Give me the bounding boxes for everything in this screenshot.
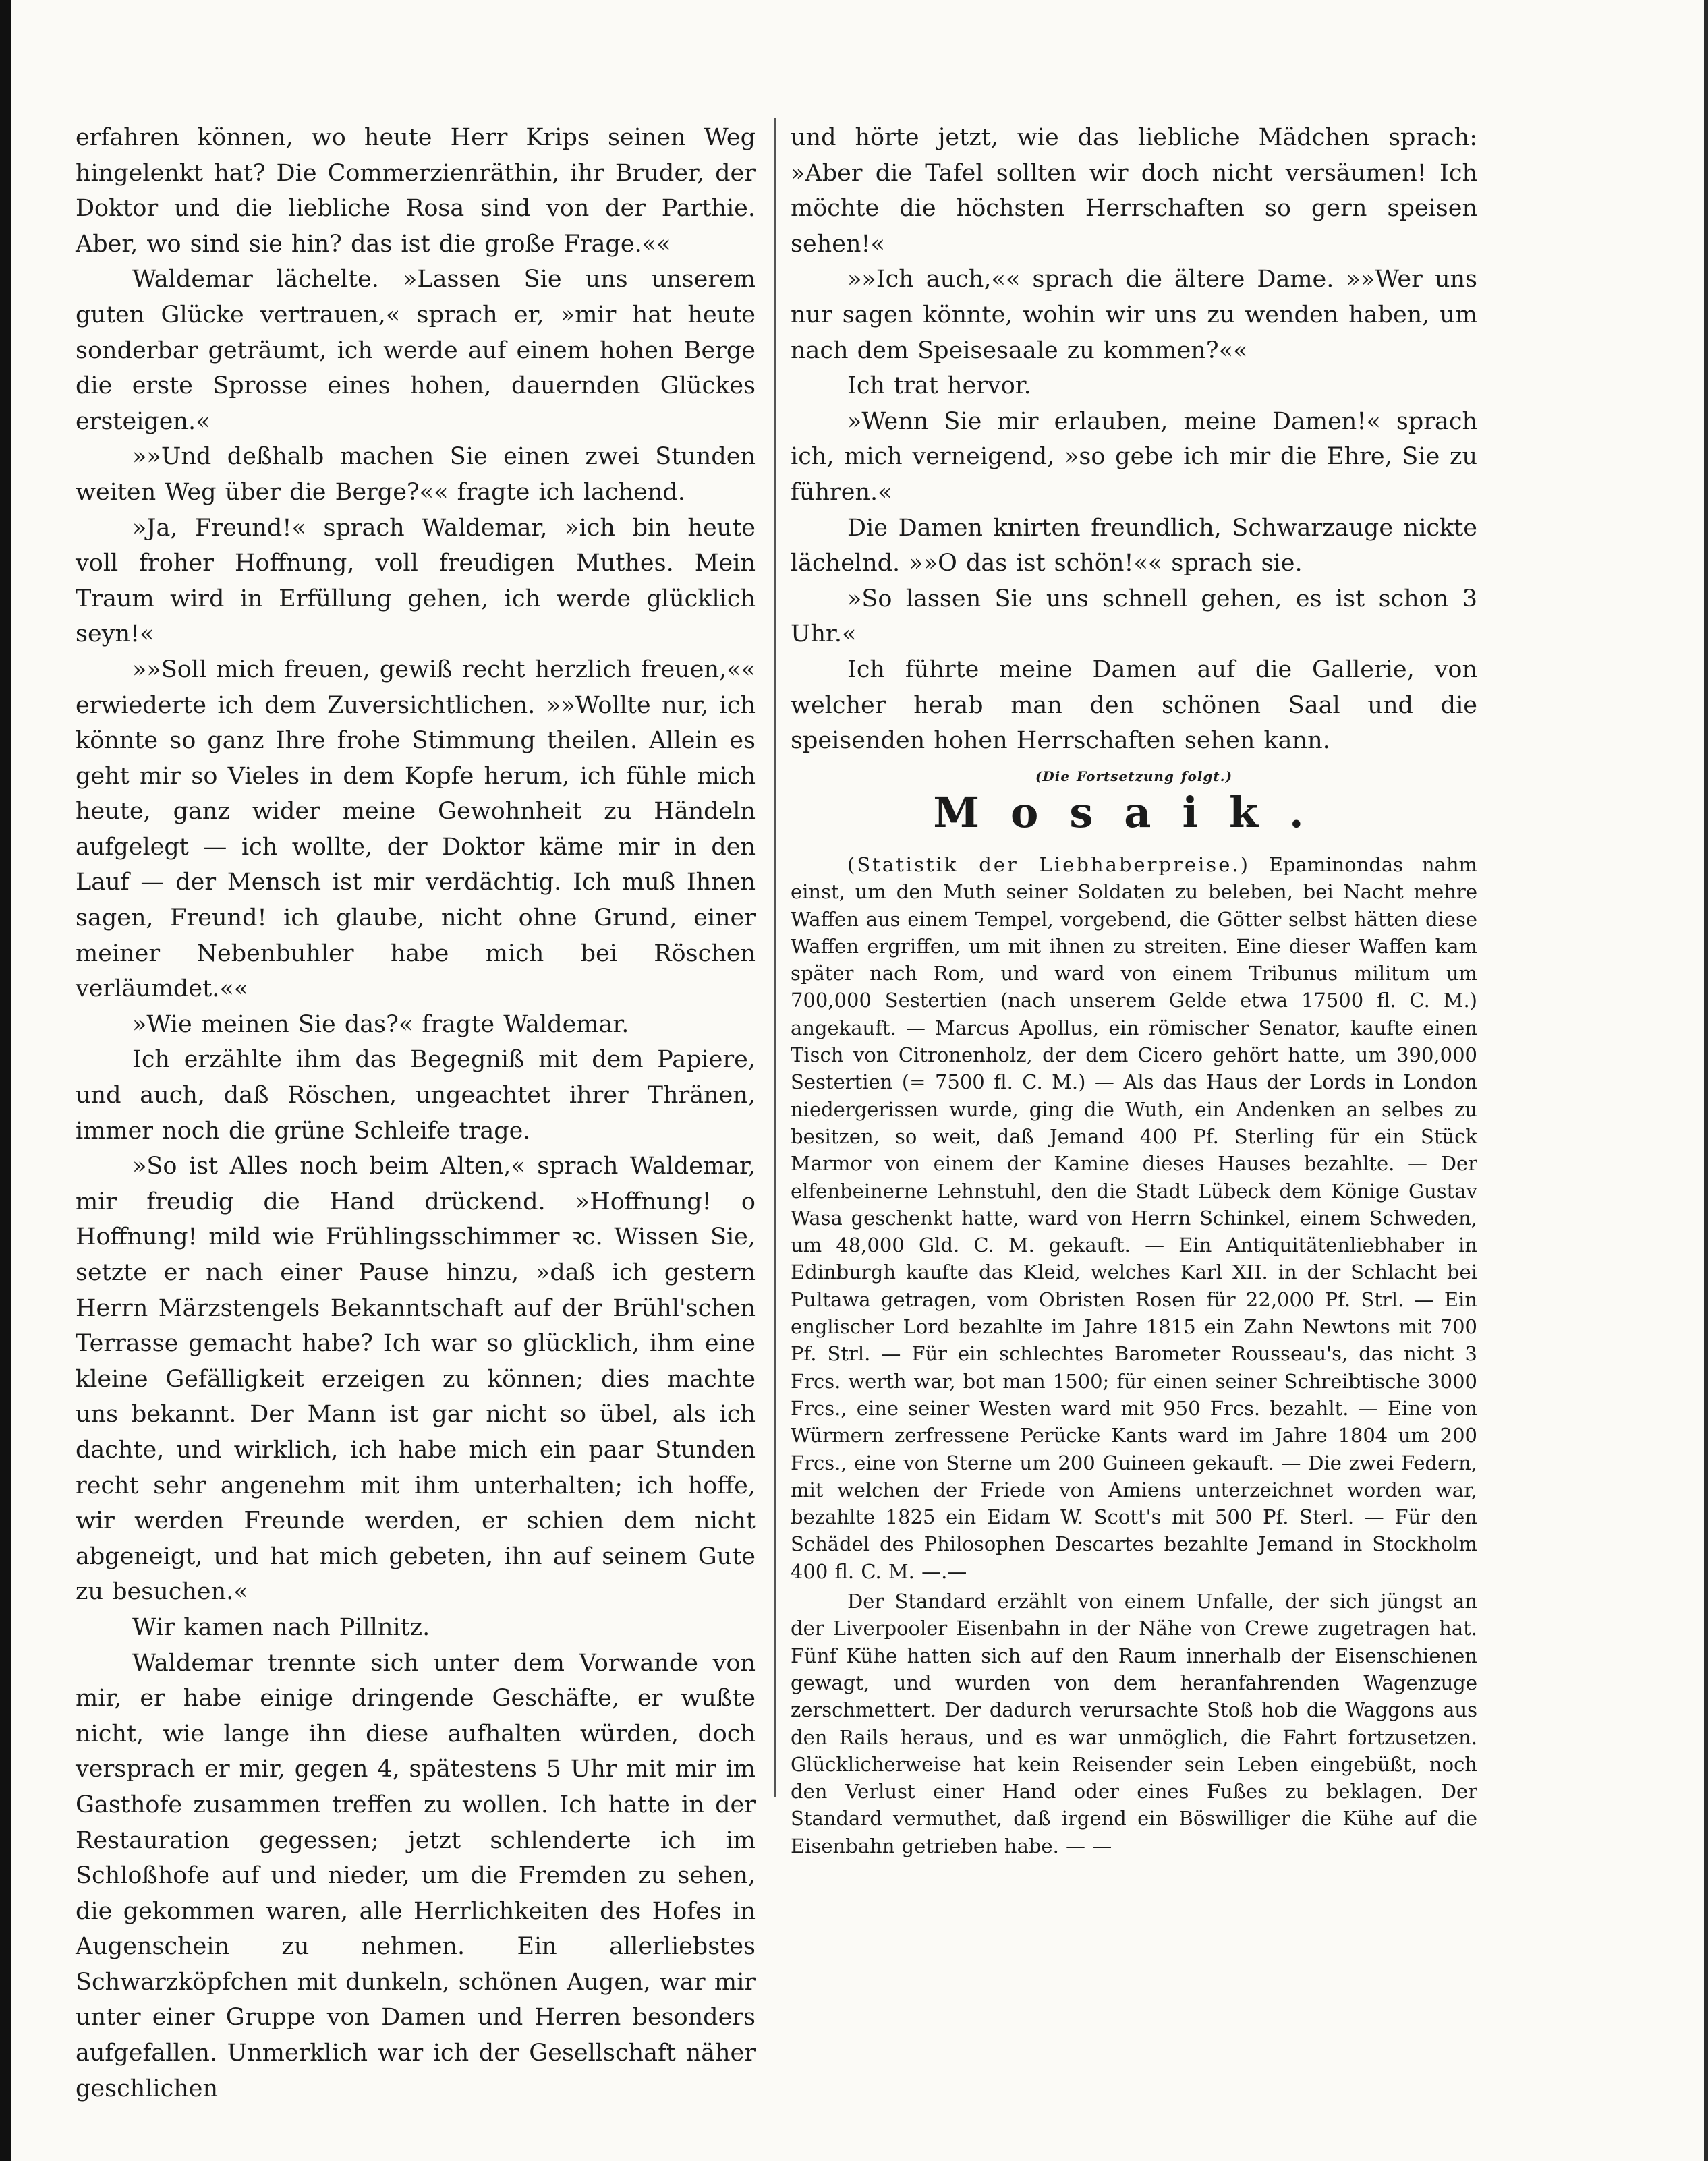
paragraph: »Wenn Sie mir erlauben, meine Damen!« sprach ich, mich verneigend, »so gebe ich mir die Ehre, Sie zu führen.«: [791, 407, 1477, 506]
paragraph: Wir kamen nach Pillnitz.: [132, 1613, 430, 1641]
mosaik-section: [791, 851, 1477, 1860]
paragraph: Waldemar lächelte. »Lassen Sie uns unserem guten Glücke vertrauen,« sprach er, »mir hat heute sonderbar geträumt, ich werde auf einem hohen Berge die erste Sprosse eines hohen, dauernden Glückes ersteigen.«: [76, 266, 756, 435]
paragraph: »Ja, Freund!« sprach Waldemar, »ich bin heute voll froher Hoffnung, voll freudigen Muthes. Mein Traum wird in Erfüllung gehen, ich werde glücklich seyn!«: [76, 514, 756, 648]
paragraph: Waldemar trennte sich unter dem Vorwande von mir, er habe einige dringende Geschäfte, er wußte nicht, wie lange ihn diese aufhalten würden, doch versprach er mir, gegen 4, spätestens 5 Uhr mit mir im Gasthofe zusammen treffen zu wollen. Ich hatte in der Restauration gegessen; jetzt schlenderte ich im Schloßhofe auf und nieder, um die Fremden zu sehen, die gekommen waren, alle Herrlichkeiten des Hofes in Augenschein zu nehmen. Ein allerliebstes Schwarzköpfchen mit dunkeln, schönen Augen, war mir unter einer Gruppe von Damen und Herren besonders aufgefallen. Unmerklich war ich der Gesellschaft näher geschlichen: [76, 1649, 756, 2102]
page-edge-left: [0, 0, 11, 2161]
paragraph: »»Ich auch,«« sprach die ältere Dame. »»Wer uns nur sagen könnte, wohin wir uns zu wenden haben, um nach dem Speisesaale zu kommen?««: [791, 266, 1477, 364]
paragraph: und hörte jetzt, wie das liebliche Mädchen sprach: »Aber die Tafel sollten wir doch nicht versäumen! Ich möchte die höchsten Herrschaften so gern speisen sehen!«: [791, 124, 1477, 258]
paragraph: »So ist Alles noch beim Alten,« sprach Waldemar, mir freudig die Hand drückend. »Hoffnung! o Hoffnung! mild wie Frühlingsschimmer ꝛc. Wissen Sie, setzte er nach einer Pause hinzu, »daß ich gestern Herrn Märzstengels Bekanntschaft auf der Brühl'schen Terrasse gemacht habe? Ich war so glücklich, ihm eine kleine Gefälligkeit erzeigen zu können; dies machte uns bekannt. Der Mann ist gar nicht so übel, als ich dachte, und wirklich, ich habe mich ein paar Stunden recht sehr angenehm mit ihm unterhalten; ich hoffe, wir werden Freunde werden, er schien dem nicht abgeneigt, und hat mich gebeten, ihn auf seinem Gute zu besuchen.«: [76, 1153, 756, 1606]
paragraph: Ich erzählte ihm das Begegniß mit dem Papiere, und auch, daß Röschen, ungeachtet ihrer Thränen, immer noch die grüne Schleife trage.: [76, 1046, 756, 1145]
left-column: [76, 120, 756, 2106]
paragraph: Ich führte meine Damen auf die Gallerie, von welcher herab man den schönen Saal und die speisenden hohen Herrschaften sehen kann.: [791, 656, 1477, 755]
paragraph: Die Damen knirten freundlich, Schwarzauge nickte lächelnd. »»O das ist schön!«« sprach sie.: [791, 514, 1477, 577]
paragraph: erfahren können, wo heute Herr Krips seinen Weg hingelenkt hat? Die Commerzienräthin, ihr Bruder, der Doktor und die liebliche Rosa sind von der Parthie. Aber, wo sind sie hin? das ist die große Frage.««: [76, 124, 756, 258]
paragraph: »Wie meinen Sie das?« fragte Waldemar.: [132, 1010, 629, 1038]
right-column-story: [791, 120, 1477, 794]
paragraph: Ich trat hervor.: [847, 372, 1031, 400]
paragraph: »»Und deßhalb machen Sie einen zwei Stunden weiten Weg über die Berge?«« fragte ich lachend.: [76, 443, 756, 506]
column-divider: [774, 118, 776, 1797]
paragraph: »»Soll mich freuen, gewiß recht herzlich freuen,«« erwiederte ich dem Zuversichtlichen. »»Wollte nur, ich könnte so ganz Ihre frohe Stimmung theilen. Allein es geht mir so Vieles in dem Kopfe herum, ich fühle mich heute, ganz wider meine Gewohnheit zu Händeln aufgelegt — ich wollte, der Doktor käme mir in den Lauf — der Mensch ist mir verdächtig. Ich muß Ihnen sagen, Freund! ich glaube, nicht ohne Grund, einer meiner Nebenbuhler habe mich bei Röschen verläumdet.««: [76, 656, 756, 1003]
section-title-mosaik: Mosaik.: [933, 788, 1335, 837]
section-lead: (Statistik der Liebhaberpreise.): [847, 853, 1250, 876]
paragraph: Der Standard erzählt von einem Unfalle, der sich jüngst an der Liverpooler Eisenbahn in der Nähe von Crewe zugetragen hat. Fünf Kühe hatten sich auf den Raum innerhalb der Eisenschienen gewagt, und wurden von dem heranfahrenden Wagenzuge zerschmettert. Der dadurch verursachte Stoß hob die Waggons aus den Rails heraus, und es war unmöglich, die Fahrt fortzusetzen. Glücklicherweise hat kein Reisender sein Leben eingebüßt, noch den Verlust einer Hand oder eines Fußes zu beklagen. Der Standard vermuthet, daß irgend ein Böswilliger die Kühe auf die Eisenbahn getrieben habe. — —: [791, 1590, 1477, 1857]
paragraph: Epaminondas nahm einst, um den Muth seiner Soldaten zu beleben, bei Nacht mehre Waffen aus einem Tempel, vorgebend, die Götter selbst hätten diese Waffen ergriffen, um mit ihnen zu streiten. Eine dieser Waffen kam später nach Rom, und ward von einem Tribunus militum um 700,000 Sestertien (nach unserem Gelde etwa 17500 fl. C. M.) angekauft. — Marcus Apollus, ein römischer Senator, kaufte einen Tisch von Citronenholz, der dem Cicero gehört hatte, um 390,000 Sestertien (= 7500 fl. C. M.) — Als das Haus der Lords in London niedergerissen wurde, ging die Wuth, ein Andenken an selbes zu besitzen, so weit, daß Jemand 400 Pf. Sterling für ein Stück Marmor von einem der Kamine dieses Hauses bezahlte. — Der elfenbeinerne Lehnstuhl, den die Stadt Lübeck dem Könige Gustav Wasa geschenkt hatte, ward von Herrn Schinkel, einem Schweden, um 48,000 Gld. C. M. gekauft. — Ein Antiquitätenliebhaber in Edinburgh kaufte das Kleid, welches Karl XII. in der Schlacht bei Pultawa getragen, vom Obristen Rosen für 22,000 Pf. Strl. — Ein englischer Lord bezahlte im Jahre 1815 ein Zahn Newtons mit 700 Pf. Strl. — Für ein schlechtes Barometer Rousseau's, das nicht 3 Frcs. werth war, bot man 1500; für einen seiner Schreibtische 3000 Frcs., eine seiner Westen ward mit 950 Frcs. bezahlt. — Eine von Würmern zerfressene Perücke Kants ward im Jahre 1804 um 200 Frcs., eine von Sterne um 200 Guineen gekauft. — Die zwei Federn, mit welchen der Friede von Amiens unterzeichnet worden war, bezahlte 1825 ein Eidam W. Scott's mit 500 Pf. Sterl. — Für den Schädel des Philosophen Descartes bezahlte Jemand in Stockholm 400 fl. C. M. —.—: [791, 853, 1477, 1583]
paragraph: »So lassen Sie uns schnell gehen, es ist schon 3 Uhr.«: [791, 585, 1477, 648]
continuation-note: (Die Fortsetzung folgt.): [1035, 768, 1233, 784]
page-edge-right: [1704, 0, 1708, 2161]
